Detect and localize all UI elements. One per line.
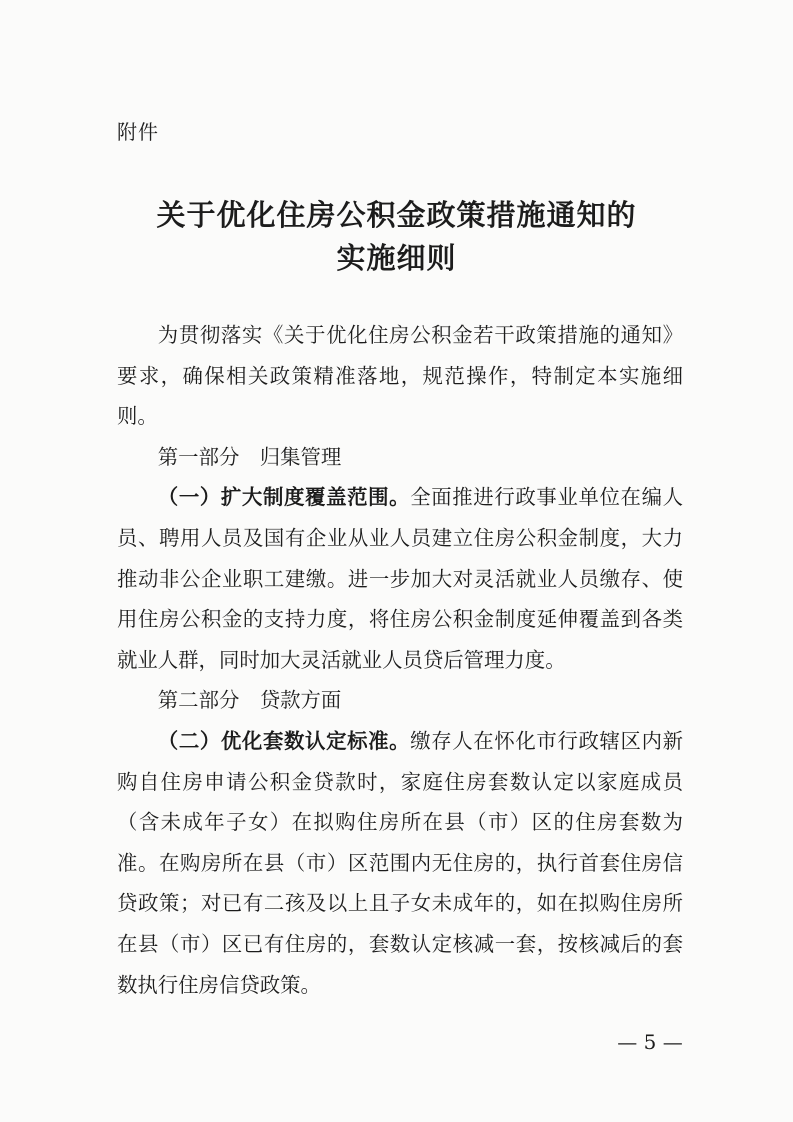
intro-paragraph: 为贯彻落实《关于优化住房公积金若干政策措施的通知》要求，确保相关政策精准落地，规范操作，特制定本实施细则。 [117, 323, 683, 429]
document-body [117, 315, 683, 1005]
item1-text: 全面推进行政事业单位在编人员、聘用人员及国有企业从业人员建立住房公积金制度，大力推动非公企业职工建缴。进一步加大对灵活就业人员缴存、使用住房公积金的支持力度，将住房公积金制度延伸覆盖到各类就业人群，同时加大灵活就业人员贷后管理力度。 [117, 485, 683, 672]
document-title-line1: 关于优化住房公积金政策措施通知的 [156, 198, 637, 232]
item2-text: 缴存人在怀化市行政辖区内新购自住房申请公积金贷款时，家庭住房套数认定以家庭成员（含未成年子女）在拟购住房所在县（市）区的住房套数为准。在购房所在县（市）区范围内无住房的，执行首套住房信贷政策；对已有二孩及以上且子女未成年的，如在拟购住房所在县（市）区已有住房的，套数认定核减一套，按核减后的套数执行住房信贷政策。 [117, 728, 683, 997]
item2-paragraph [117, 721, 683, 1005]
document-title-line2: 实施细则 [336, 241, 457, 275]
page-number: — 5 — [617, 1030, 683, 1054]
item1-lead: （一）扩大制度覆盖范围。 [157, 485, 411, 510]
item1-paragraph [117, 477, 683, 680]
part2-heading: 第二部分 贷款方面 [157, 688, 342, 713]
part1-heading: 第一部分 归集管理 [157, 444, 342, 469]
item2-lead: （二）优化套数认定标准。 [157, 728, 411, 753]
attachment-label: 附件 [117, 120, 159, 144]
